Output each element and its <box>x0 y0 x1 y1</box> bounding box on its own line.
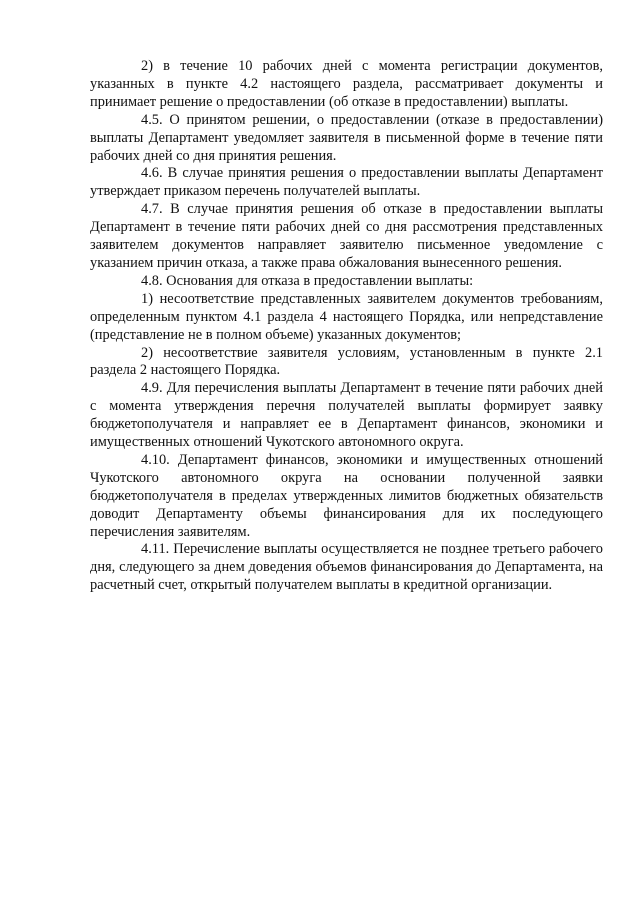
paragraph-4-9: 4.9. Для перечисления выплаты Департамент в течение пяти рабочих дней с момента утверждения перечня получателей выплаты формирует заявку бюджетополучателя и направляет ее в Департамент финансов, экономики и имущественных отношений Чукотского автономного округа. <box>90 380 603 451</box>
paragraph-4-4-2: 2) в течение 10 рабочих дней с момента регистрации документов, указанных в пункте 4.2 настоящего раздела, рассматривает документы и принимает решение о предоставлении (об отказе в предоставлении) выплаты. <box>90 58 603 110</box>
paragraph-4-10: 4.10. Департамент финансов, экономики и имущественных отношений Чукотского автономного округа на основании полученной заявки бюджетополучателя в пределах утвержденных лимитов бюджетных обязательств доводит Департаменту объемы финансирования для их последующего перечисления заявителям. <box>90 451 603 540</box>
paragraph-4-8-1: 1) несоответствие представленных заявителем документов требованиям, определенным пунктом 4.1 раздела 4 настоящего Порядка, или непредставление (представление не в полном объеме) указанных документов; <box>90 290 603 343</box>
paragraph-4-6: 4.6. В случае принятия решения о предоставлении выплаты Департамент утверждает приказом перечень получателей выплаты. <box>90 165 603 200</box>
paragraph-4-8-2: 2) несоответствие заявителя условиям, установленным в пункте 2.1 раздела 2 настоящего Порядка. <box>90 344 603 379</box>
paragraph-4-11: 4.11. Перечисление выплаты осуществляется не позднее третьего рабочего дня, следующего за днем доведения объемов финансирования до Департамента, на расчетный счет, открытый получателем выплаты в кредитной организации. <box>90 541 603 594</box>
paragraph-4-8: 4.8. Основания для отказа в предоставлении выплаты: <box>141 272 474 289</box>
paragraph-4-5: 4.5. О принятом решении, о предоставлении (отказе в предоставлении) выплаты Департамент уведомляет заявителя в письменной форме в течение пяти рабочих дней со дня принятия решения. <box>90 111 603 164</box>
document-body <box>90 58 603 595</box>
paragraph-4-7: 4.7. В случае принятия решения об отказе в предоставлении выплаты Департамент в течение пяти рабочих дней со дня рассмотрения представленных заявителем документов направляет заявителю письменное уведомление с указанием причин отказа, а также права обжалования вынесенного решения. <box>90 201 603 271</box>
